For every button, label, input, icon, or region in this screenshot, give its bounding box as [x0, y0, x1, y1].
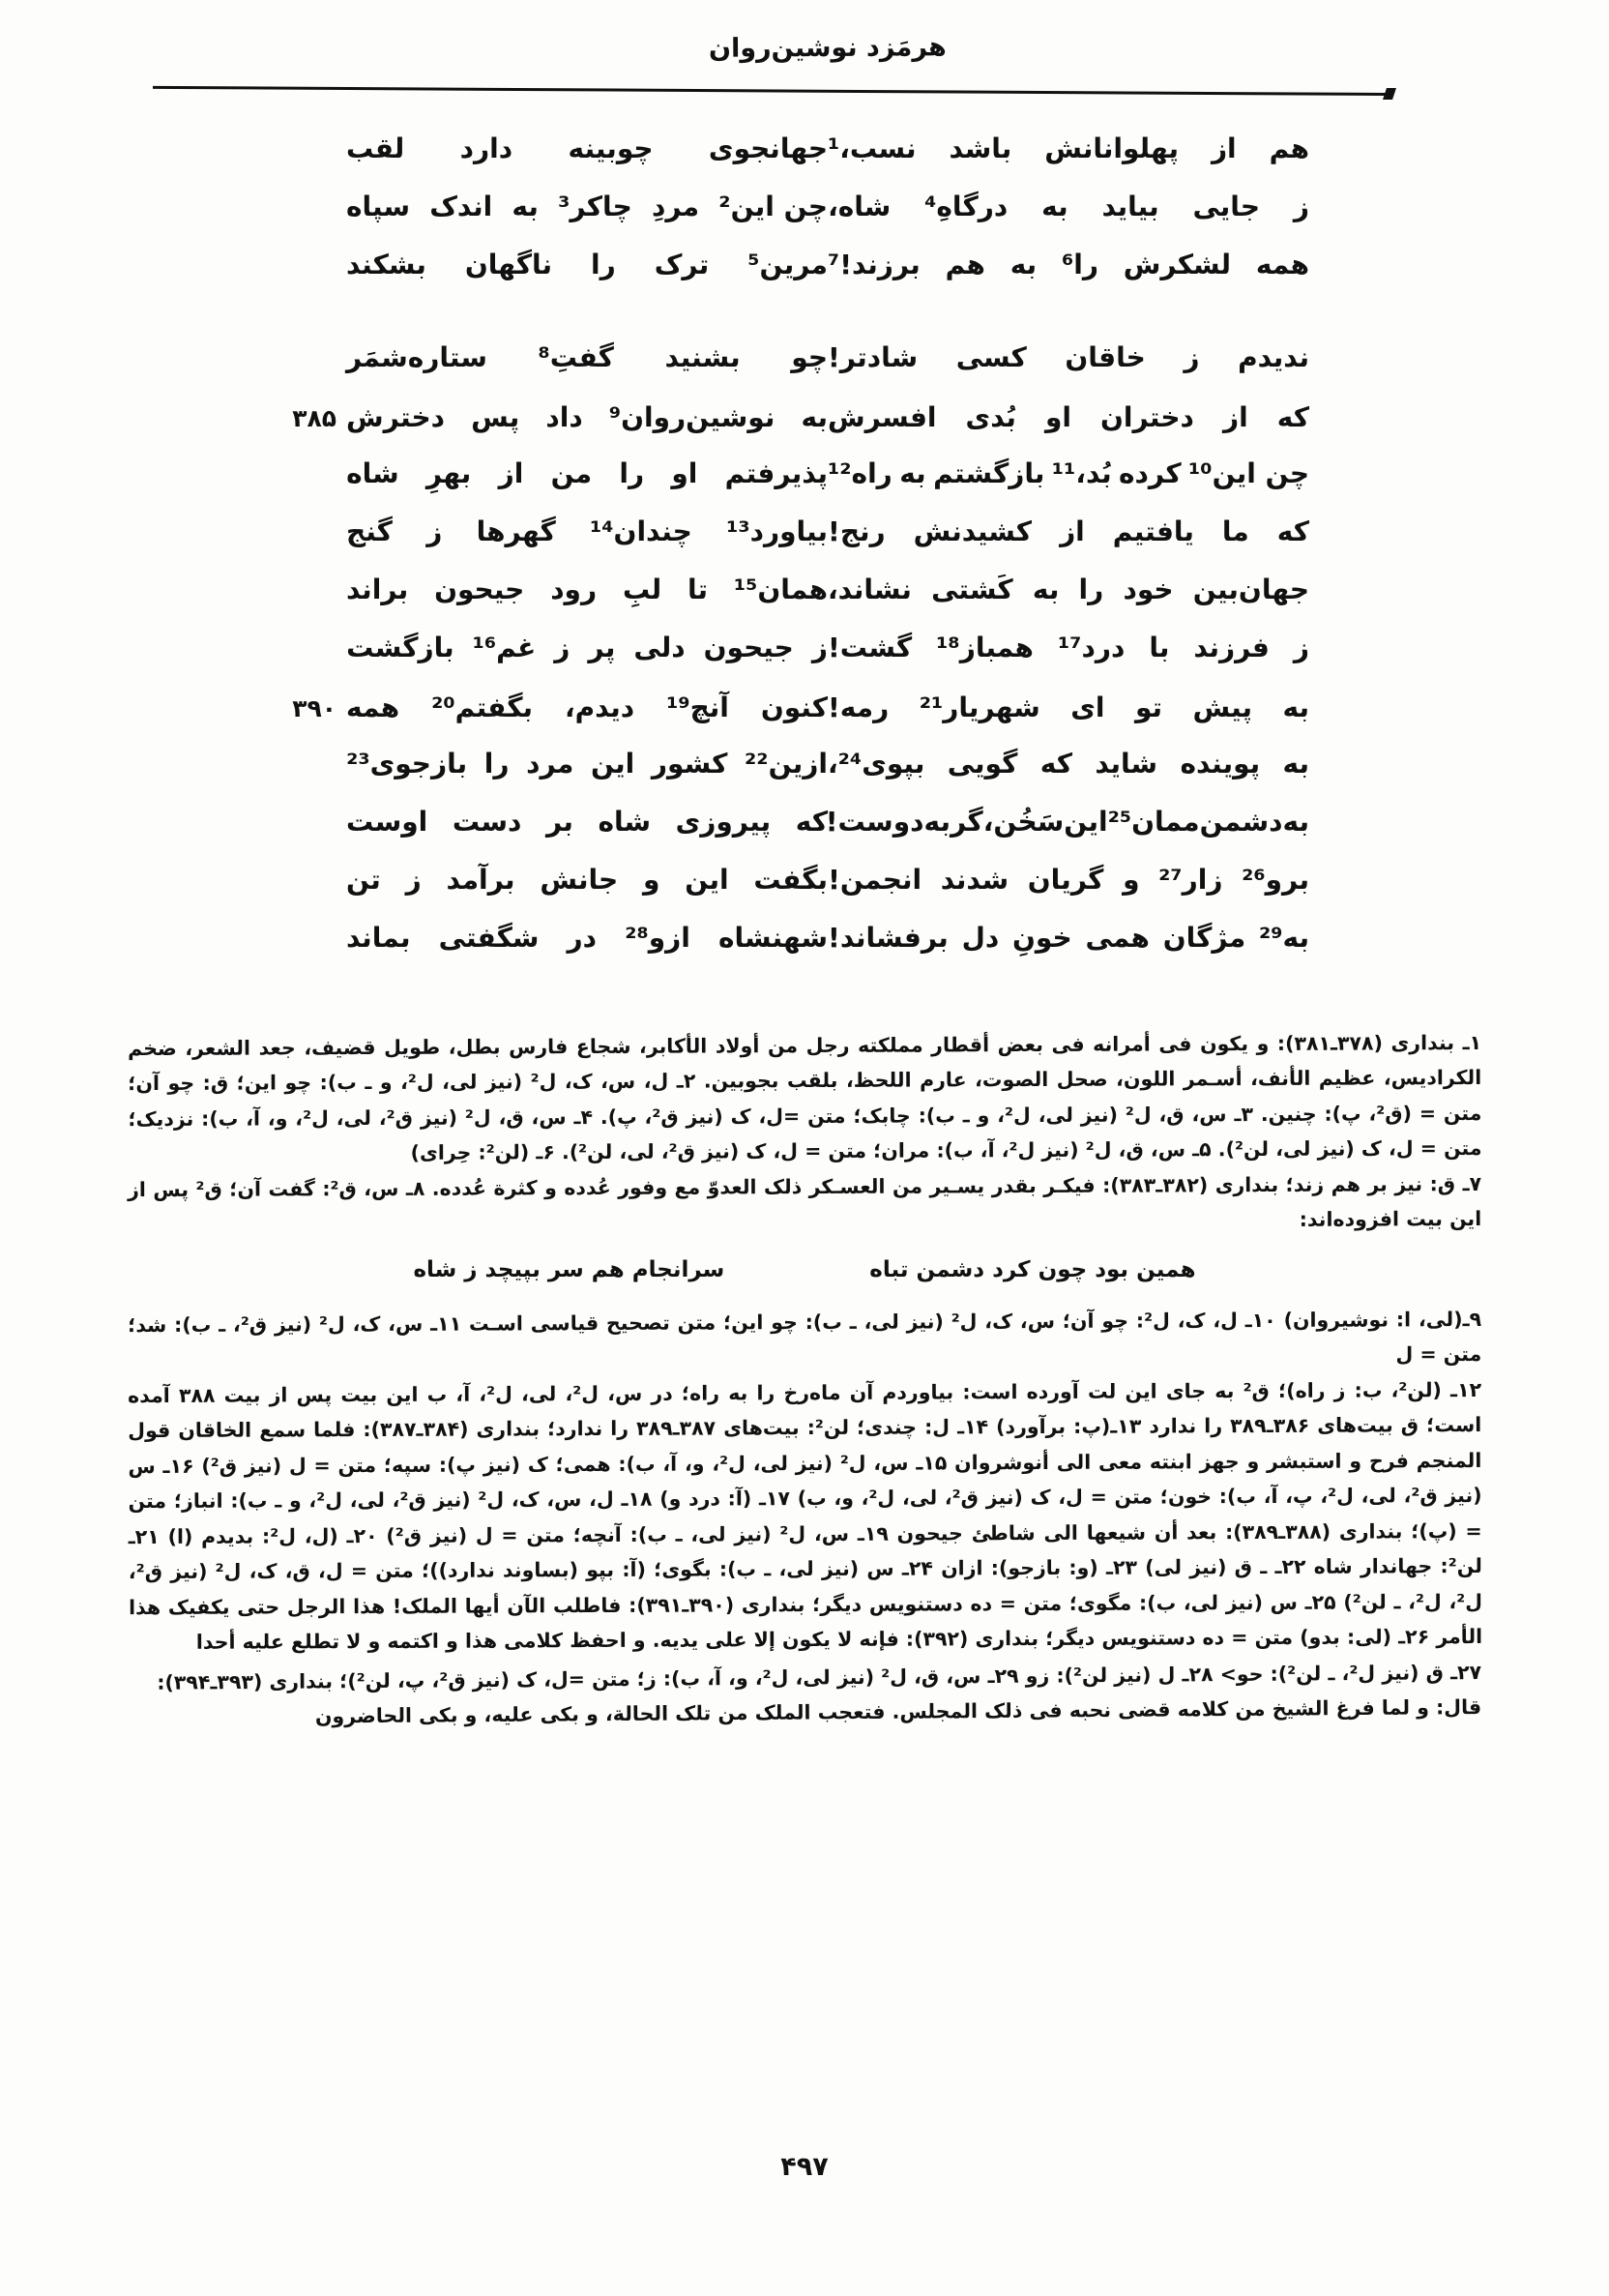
verse-word: را	[483, 748, 510, 780]
verse-word: بماند	[346, 922, 411, 954]
verse-word: رود	[550, 574, 598, 605]
verse-word: ازو²⁸	[625, 922, 690, 954]
hemistich-first	[336, 401, 828, 433]
hemistich-second	[828, 341, 1319, 373]
verse-word: از	[1211, 132, 1237, 164]
verse-word: تو	[1134, 692, 1163, 723]
verse-word: چوبینه	[568, 132, 654, 164]
verse-word: یافتیم	[1112, 515, 1194, 547]
verse-number: ۳۸۵	[292, 404, 336, 432]
verse-word: به	[1032, 574, 1060, 605]
verse-word: نسب،¹	[828, 132, 917, 164]
verse-word: شاه	[598, 806, 652, 838]
hemistich-second	[828, 634, 1319, 662]
verse-word: ندیدم	[1238, 341, 1309, 373]
verse-couplet	[265, 576, 1319, 634]
page-number: ۴۹۷	[780, 2152, 829, 2182]
verse-word: به	[512, 191, 539, 222]
verse-word: داد	[545, 401, 583, 433]
verse-word: زار²⁷	[1158, 864, 1223, 896]
verse-word: بازجوی²³	[346, 748, 468, 780]
verse-word: شهریار²¹	[919, 692, 1040, 723]
verse-number	[265, 272, 336, 274]
verse-word: خاقان	[1065, 341, 1146, 373]
verse-couplet	[265, 193, 1319, 251]
verse-word: به	[801, 401, 828, 433]
hemistich-first	[336, 922, 828, 954]
verse-word: چندان¹⁴	[590, 515, 692, 547]
verse-word: او	[1044, 401, 1071, 433]
verse-number	[265, 365, 336, 367]
verse-word: پیش	[1192, 692, 1253, 723]
footnote-paragraph: ۱۲ـ (لن²، ب: ز راه)؛ ق² به جای این لت آورده است: بیاوردم آن ماه‌رخ را به راه؛ در س، ل²، لی، ل²، آ، ب این بیت پس از بیت ۳۸۸ آمده است؛ ق بیت‌های ۳۸۶ـ۳۸۹ را ندارد ۱۳ـ(پ: برآورد) ۱۴ـ ل: چندی؛ لن²: بیت‌های ۳۸۷ـ۳۸۹ را ندارد؛ بنداری (۳۸۴ـ۳۸۷): فلما سمع الخاقان قول المنجم فرح و استبشر و جهز ابنته معی الی أنوشروان ۱۵ـ س، ل² (نیز لی، ل²، و، آ، ب): همی؛ ک (نیز پ): سپه؛ متن = ل (نیز ق²) ۱۶ـ س (نیز ق²، لی، ل²، پ، آ، ب): خون؛ متن = ل، ک (نیز ق²، لی، ل²، و، ب) ۱۷ـ (آ: درد و) ۱۸ـ ل، س، ک، ل² (نیز ق²، لی، ل²، و ـ ب): انباز؛ متن = (پ)؛ بنداری (۳۸۸ـ۳۸۹): بعد أن شیعها الی شاطئ جیحون ۱۹ـ س، ل² (نیز لی، ـ ب): آنچه؛ متن = ل (نیز ق²) ۲۰ـ (ل، ل²: بدیدم (ا) ۲۱ـ لن²: جهاندار شاه ۲۲ـ ـ ق (نیز لی) ۲۳ـ (و: بازجو): ازان ۲۴ـ س (نیز لی، ـ ب): بگوی؛ (آ: بپو (بساوند ندارد))؛ متن = ل، ق، ک، ل² (نیز ق²، ل²، ل²، ـ لن²) ۲۵ـ س (نیز لی، ب): مگوی؛ متن = ده دستنویس دیگر؛ بنداری (۳۹۰ـ۳۹۱): فاطلب الآن أیها الملک! هذا الرجل حتی یکفیک هذا الأمر ۲۶ـ (لی: بدو) متن = ده دستنویس دیگر؛ بنداری (۳۹۲): فإنه لا یکون إلا علی یدیه. و احفظ کلامی هذا و اکتمه و لا تطلع علیه أحدا	[128, 1377, 1483, 1655]
verse-number	[265, 156, 336, 158]
verse-word: چن این²	[718, 191, 828, 222]
verse-word: برآمد	[446, 864, 515, 896]
hemistich-second	[828, 922, 1319, 954]
verse-word: بر	[545, 806, 573, 838]
hemistich-first	[336, 341, 828, 373]
footnote-paragraph: ۱ـ بنداری (۳۷۸ـ۳۸۱): و یکون فی أمرانه فی بعض أقطار مملکته رجل من أولاد الأکابر، شجاع فارس بطل، طویل قضیف، جعد الشعر، ضخم الکرادیس، عظیم الأنف، أسـمر اللون، صحل الصوت، عارم اللحظ، بلقب بجوبین. ۲ـ ل، س، ک، ل² (نیز لی، ل²، و ـ ب): چو این؛ ق: چو آن؛ متن = (ق²، پ): چنین. ۳ـ س، ق، ل² (نیز لی، ل²، و ـ ب): چابک؛ متن =ل، ک (نیز ق²، پ). ۴ـ س، ق، ل² (نیز ق²، لی، ل²، و، آ، ب): نزدیک؛ متن = ل، ک (نیز لی، لن²). ۵ـ س، ق، ل² (نیز ل²، آ، ب): مران؛ متن = ل، ک (نیز ق²، لی، لن²). ۶ـ (لن²: حِرای)	[128, 1031, 1482, 1165]
verse-word: مردِ	[651, 191, 700, 222]
footnote-paragraph: ۹ـ(لی، ا: نوشیروان) ۱۰ـ ل، ک، ل²: چو آن؛ س، ک، ل² (نیز لی، ـ ب): چو این؛ متن تصحیح قیاسی اسـت ۱۱ـ س، ک، ل² (نیز ق²، ـ ب): شد؛ متن = ل	[128, 1307, 1482, 1367]
verse-word: گنج	[346, 515, 393, 547]
verse-word: کشور	[651, 748, 728, 780]
inserted-verse-first: سرانجام هم سر بپیچد ز شاه	[413, 1256, 725, 1282]
verse-word: تا	[687, 574, 708, 605]
verse-word: به	[1009, 249, 1038, 280]
verse-word: از	[1060, 515, 1085, 547]
verse-number	[265, 597, 336, 599]
verse-couplet	[265, 132, 1319, 193]
verse-word: و	[1123, 864, 1140, 896]
verse-word: ازین²²	[745, 748, 828, 780]
hemistich-second	[828, 193, 1319, 221]
verse-word: به	[899, 457, 926, 489]
verse-word: دختران	[1100, 401, 1194, 433]
verse-word: پیروزی	[675, 806, 772, 838]
verse-word: بُد،¹¹	[1051, 457, 1112, 489]
verse-word: به	[1282, 692, 1309, 723]
running-title: هرمَزد نوشین‌روان	[708, 32, 948, 64]
verse-number	[265, 829, 336, 831]
verse-number	[265, 655, 336, 657]
verse-word: لبِ	[622, 574, 662, 605]
verse-word: ما	[1221, 515, 1249, 547]
hemistich-second	[828, 515, 1319, 547]
verse-number	[265, 945, 336, 947]
verse-word: برو²⁶	[1242, 864, 1309, 896]
verse-word: درگاهِ⁴	[924, 191, 1009, 222]
verse-word: را⁶	[1061, 249, 1098, 280]
verse-couplet	[265, 922, 1319, 983]
verse-word: دلی	[633, 632, 686, 663]
verse-number	[265, 771, 336, 773]
verse-couplet	[265, 457, 1319, 518]
verse-couplet	[265, 806, 1319, 867]
verse-word: رمه!	[828, 692, 890, 723]
verse-word: هم	[945, 249, 985, 280]
verse-word: همه	[1255, 249, 1309, 280]
verse-word: پس	[471, 401, 520, 433]
verse-number	[265, 539, 336, 541]
verse-word: بگفتم²⁰	[431, 692, 534, 723]
verse-word: مژگان	[1162, 922, 1246, 954]
verse-word: در	[567, 922, 598, 954]
verse-word: که	[1276, 401, 1309, 433]
verse-word: کسی	[955, 341, 1027, 373]
verse-word: به²⁹	[1258, 922, 1309, 954]
verse-word: همی	[1085, 922, 1150, 954]
verse-word: فرزند	[1193, 632, 1270, 663]
verse-word: او	[671, 457, 698, 489]
hemistich-first	[336, 132, 828, 164]
verse-word: از	[498, 457, 524, 489]
header-rule	[153, 86, 1389, 96]
verse-word: درد¹⁷	[1057, 632, 1126, 663]
verse-word: که	[1276, 515, 1309, 547]
hemistich-first	[336, 457, 828, 489]
verse-word: دارد	[459, 132, 513, 164]
verse-word: اوست	[346, 806, 428, 838]
verse-word: برزند!⁷	[828, 249, 921, 280]
verse-number	[265, 214, 336, 216]
verse-word: دشمن	[1199, 806, 1283, 838]
verse-word: سَخُن،	[982, 806, 1065, 838]
verse-word: شهنشاه	[718, 922, 828, 954]
hemistich-second	[825, 806, 1319, 838]
verse-word: غم¹⁶	[472, 632, 537, 663]
verse-word: بیاید	[1101, 191, 1159, 222]
verse-word: کَشتی	[931, 574, 1013, 605]
verse-word: مرین⁵	[747, 249, 828, 280]
verse-word: با	[1149, 632, 1170, 663]
inserted-verse-second: همین بود چون کرد دشمن تباه	[869, 1256, 1196, 1282]
verse-couplet	[265, 748, 1319, 809]
verse-word: باشد	[949, 132, 1012, 164]
verse-word: ای	[1070, 692, 1105, 723]
verse-word: همباز¹⁸	[936, 632, 1034, 663]
hemistich-first	[336, 576, 828, 603]
verse-word: گریان	[1027, 864, 1104, 896]
verse-word: من	[550, 457, 593, 489]
verse-word: و	[643, 864, 660, 896]
hemistich-second	[828, 864, 1319, 896]
verse-couplet	[265, 341, 1319, 402]
verse-word: هم	[1269, 132, 1309, 164]
verse-word: گر	[950, 806, 983, 838]
verse-word: شگفتی	[438, 922, 540, 954]
verse-word: پر	[588, 632, 616, 663]
footnote-paragraph: قال: و لما فرغ الشیخ من کلامه قضی نحبه فی ذلک المجلس. فتعجب الملک من تلک الحالة، و بکی علیه، و بکی الحاضرون	[314, 1695, 1482, 1728]
verse-word: جهان‌بین	[1192, 574, 1309, 605]
verse-word: ممان²⁵	[1107, 806, 1200, 838]
verse-word: جانش	[540, 864, 619, 896]
verse-word: بشنید	[664, 341, 741, 373]
verse-word: به	[1041, 191, 1068, 222]
verse-word: برفشاند!	[828, 922, 949, 954]
verse-word: ز	[554, 632, 570, 663]
verse-word: بازگشتم	[933, 457, 1045, 489]
hemistich-first	[336, 748, 828, 780]
hemistich-first	[336, 864, 828, 896]
verse-word: گشت!	[828, 632, 913, 663]
verse-number: ۳۹۰	[292, 694, 336, 722]
verse-word: چن این¹⁰	[1188, 457, 1309, 489]
verse-word: پذیرفتم	[724, 457, 828, 489]
verse-word: پهلوانانش	[1044, 132, 1179, 164]
hemistich-second	[828, 401, 1319, 433]
verse-word: شادتر!	[828, 341, 919, 373]
verse-word: دیدم،	[564, 692, 635, 723]
verse-word: بگفت	[753, 864, 828, 896]
verse-word: از	[1222, 401, 1248, 433]
verse-word: انجمن!	[828, 864, 922, 896]
hemistich-first	[336, 193, 828, 221]
verse-word: ز	[811, 632, 828, 663]
verse-word: چو	[791, 341, 828, 373]
verse-word: گهرها	[476, 515, 556, 547]
verse-word: گویی	[947, 748, 1018, 780]
verse-word: کشیدنش	[913, 515, 1033, 547]
verse-word: دخترش	[346, 401, 446, 433]
verse-word: دوست!	[825, 806, 924, 838]
verse-word: که	[795, 806, 828, 838]
verse-word: جیحون	[434, 574, 525, 605]
verse-word: نوشین‌روان⁹	[608, 401, 775, 433]
verse-couplet	[265, 515, 1319, 576]
verse-word: لشکرش	[1123, 249, 1232, 280]
verse-word: بازگشت	[346, 632, 454, 663]
hemistich-second	[828, 694, 1319, 721]
inserted-verse	[128, 1251, 1481, 1290]
verse-word: به	[923, 806, 951, 838]
verse-word: خود	[1123, 574, 1174, 605]
verse-word: جهانجوی	[708, 132, 828, 164]
hemistich-second	[828, 132, 1319, 164]
verse-word: شاه	[346, 457, 399, 489]
verse-word: کرده	[1119, 457, 1182, 489]
verse-word: بُدی	[965, 401, 1016, 433]
hemistich-second	[828, 576, 1319, 603]
verse-word: همه	[346, 692, 400, 723]
verse-word: که	[1039, 748, 1072, 780]
footnote-paragraph: ۷ـ ق: نیز بر هم زند؛ بنداری (۳۸۲ـ۳۸۳): فیکـر بقدر یسـیر من العسـکر ذلک العدوّ مع وفور عُدده و کثرة عُدده. ۸ـ س، ق²: گفت آن؛ ق² پس از این بیت افزوده‌اند:	[128, 1171, 1482, 1232]
verse-word: راه¹²	[828, 457, 892, 489]
verse-word: ز	[426, 515, 443, 547]
verse-word: را	[1078, 574, 1104, 605]
verse-number	[265, 481, 336, 483]
verse-word: تن	[346, 864, 381, 896]
verse-word: ز	[1293, 632, 1309, 663]
footnote-apparatus	[128, 1025, 1483, 1728]
footnote-paragraph: ۲۷ـ ق (نیز ل²، ـ لن²): حو> ۲۸ـ ل (نیز لن²): زو ۲۹ـ س، ق، ل² (نیز لی، ل²، و، آ، ب): ز؛ متن =ل، ک (نیز ق²، پ، لن²)؛ بنداری (۳۹۳ـ۳۹۴):	[157, 1660, 1482, 1694]
verse-word: را	[591, 249, 616, 280]
verse-word: ز	[1184, 341, 1200, 373]
verse-word: به	[1282, 806, 1309, 838]
running-header	[0, 33, 1609, 63]
verse-word: ز	[1293, 191, 1309, 222]
verse-word: بهرِ	[425, 457, 472, 489]
hemistich-first	[336, 251, 828, 279]
verse-word: آنچ¹⁹	[666, 692, 729, 723]
verse-word: شدند	[940, 864, 1009, 896]
verse-word: کنون	[760, 692, 828, 723]
verse-word: این	[1064, 806, 1108, 838]
verse-word: جایی	[1192, 191, 1261, 222]
verse-word: جیحون	[703, 632, 794, 663]
verse-couplet	[265, 864, 1319, 925]
verse-word: را	[619, 457, 645, 489]
hemistich-second	[828, 748, 1319, 780]
verse-word: بپوی²⁴،	[828, 748, 925, 780]
verse-word: همان¹⁵	[733, 574, 828, 605]
verse-word: دست	[452, 806, 522, 838]
verse-word: شاه،	[828, 191, 892, 222]
verse-word: لقب	[346, 132, 405, 164]
verse-word: این	[685, 864, 729, 896]
verse-couplet	[265, 251, 1319, 309]
verse-word: ستاره‌شمَر	[346, 341, 487, 373]
verse-number	[265, 887, 336, 889]
verse-word: شاید	[1095, 748, 1158, 780]
verse-couplet	[265, 692, 1319, 751]
verse-word: بشکند	[346, 249, 426, 280]
verse-word: گفتِ⁸	[538, 341, 614, 373]
hemistich-second	[828, 457, 1319, 489]
verse-word: افسرش	[828, 401, 937, 433]
verse-word: ناگهان	[464, 249, 553, 280]
verse-word: این	[590, 748, 635, 780]
hemistich-first	[336, 694, 828, 721]
verse-word: پوینده	[1180, 748, 1261, 780]
verse-word: به	[1282, 748, 1309, 780]
verse-word: ز	[405, 864, 422, 896]
verse-word: مرد	[526, 748, 574, 780]
verse-word: چاکر³	[558, 191, 632, 222]
verse-word: دل	[961, 922, 1000, 954]
hemistich-first	[336, 634, 828, 662]
verse-word: خونِ	[1012, 922, 1072, 954]
verse-word: نشاند،	[828, 574, 912, 605]
hemistich-first	[336, 515, 828, 547]
verse-word: اندک	[429, 191, 493, 222]
verse-word: ترک	[654, 249, 710, 280]
hemistich-first	[336, 806, 828, 838]
verse-couplet	[265, 634, 1319, 692]
verse-word: براند	[346, 574, 409, 605]
verse-couplet	[265, 402, 1319, 460]
verse-body	[265, 132, 1319, 983]
verse-word: بیاورد¹³	[726, 515, 828, 547]
verse-word: سپاه	[346, 191, 411, 222]
hemistich-second	[828, 251, 1319, 279]
verse-word: رنج!	[828, 515, 886, 547]
